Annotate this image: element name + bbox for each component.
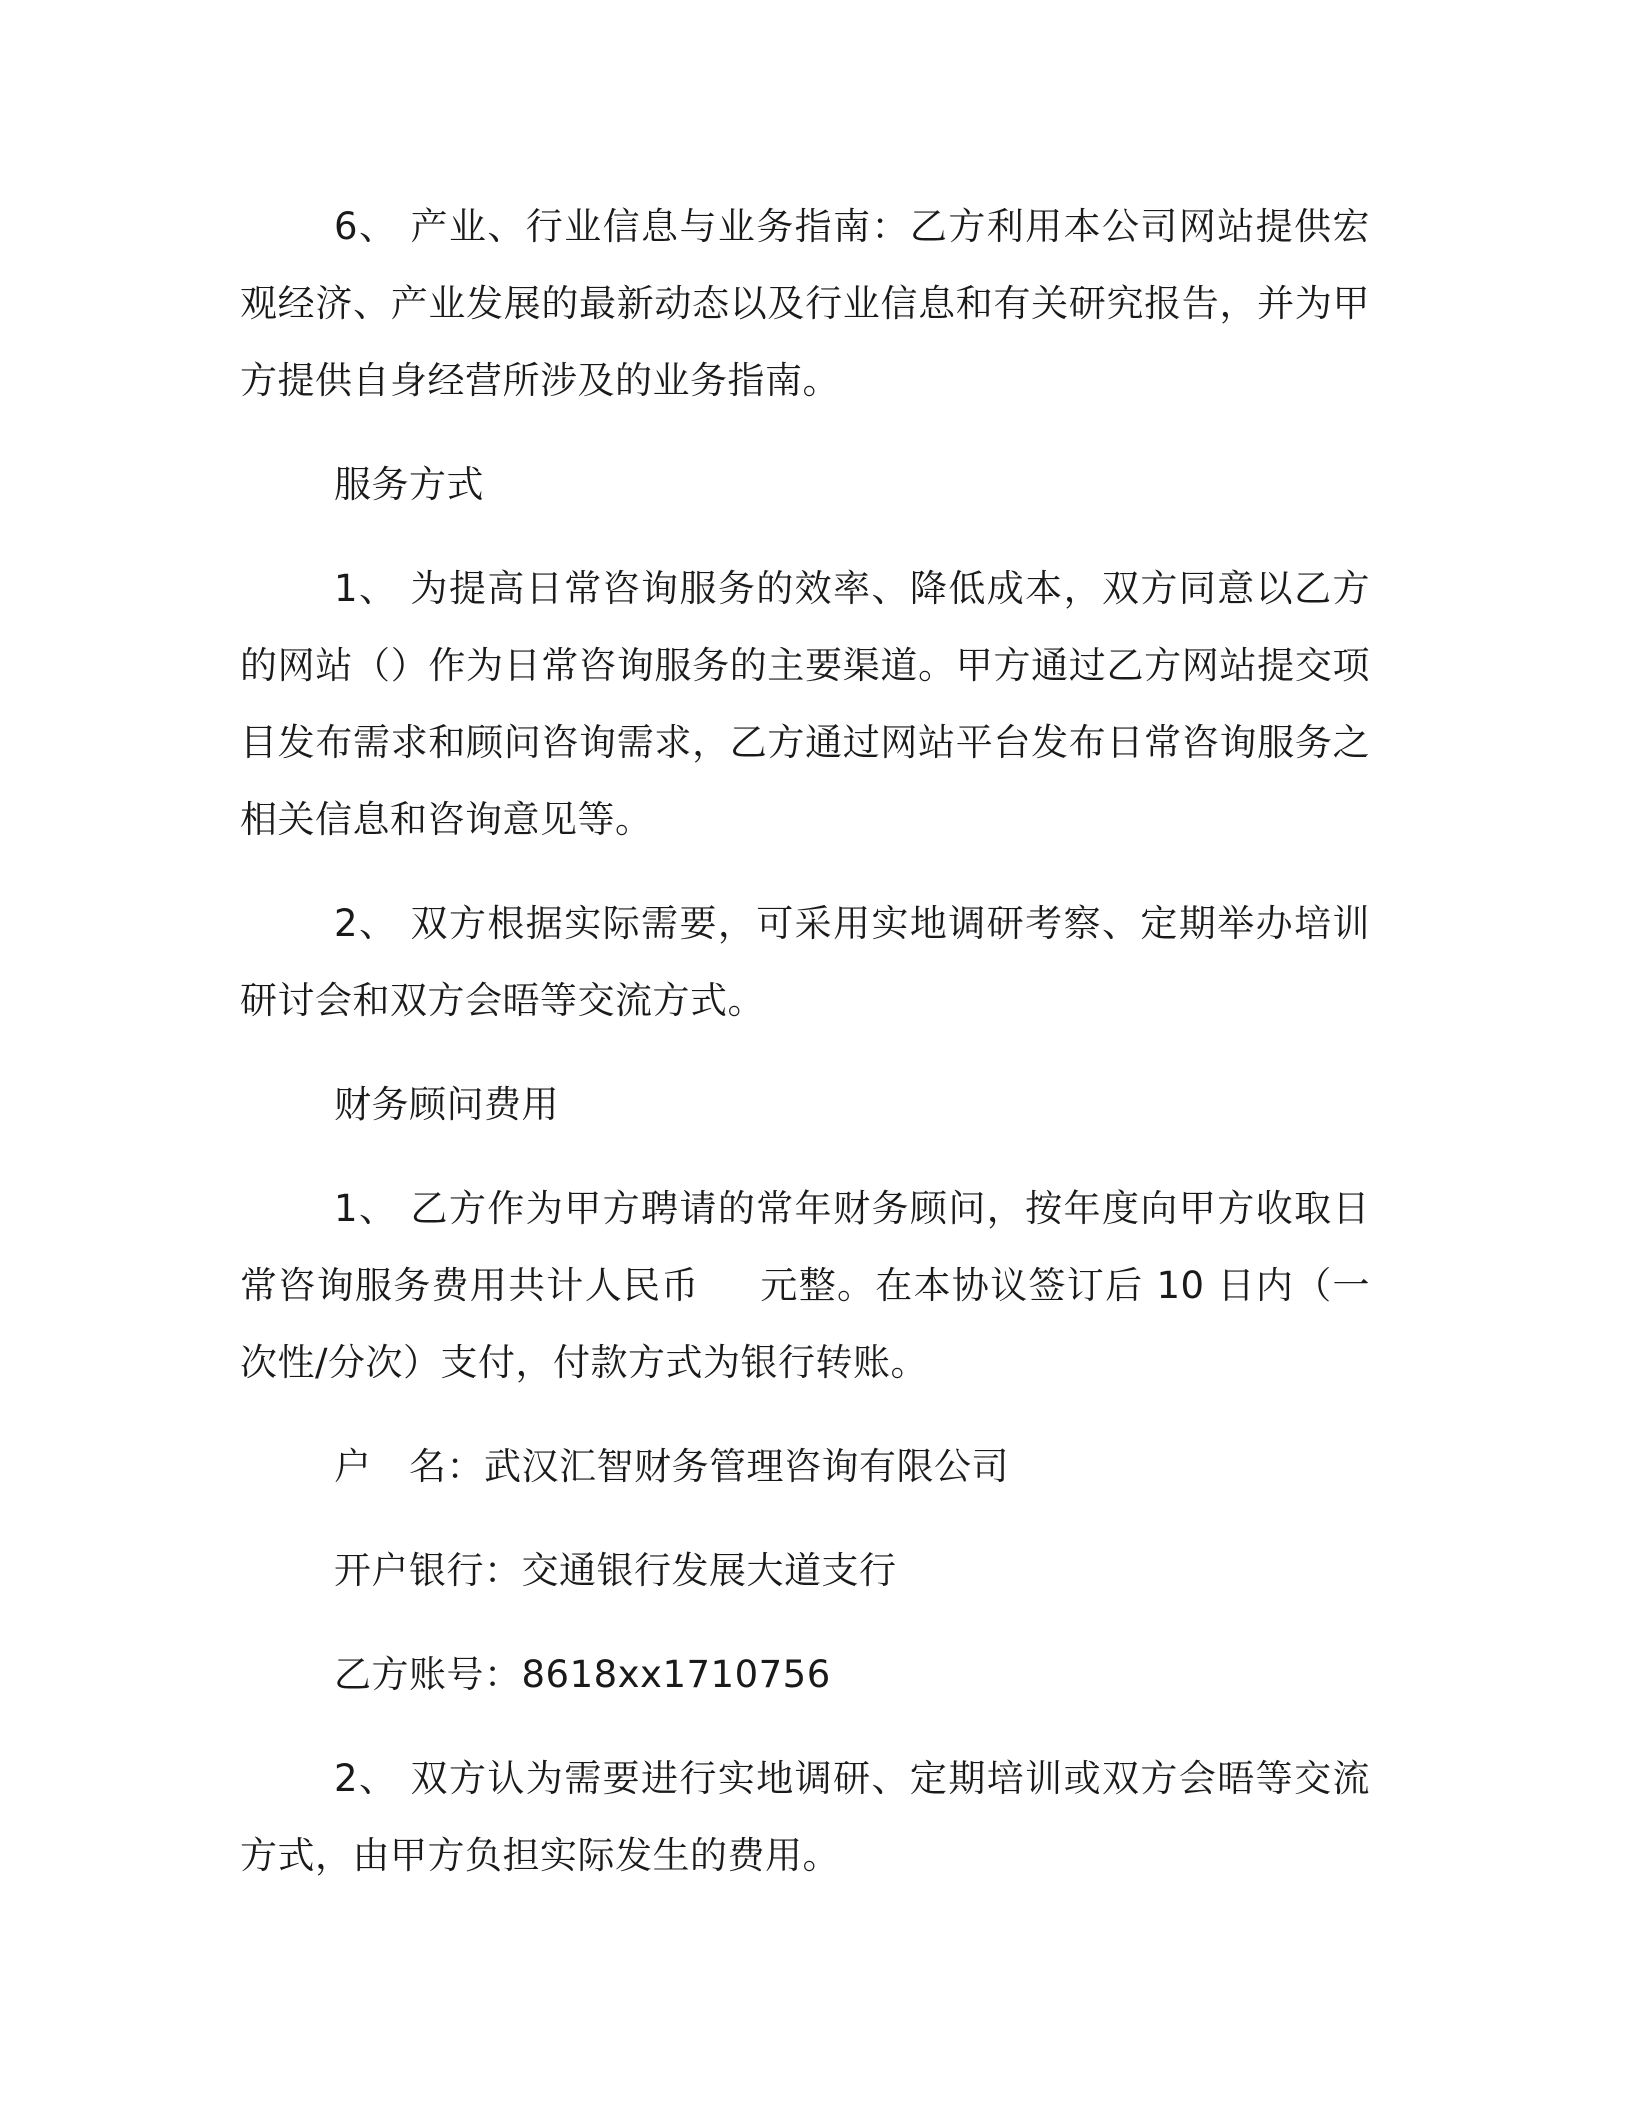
annual-fee-text-start: 1、 乙方作为甲方聘请的常年财务顾问，按年度向甲方收取日常咨询服务费用共计人民币 [240, 1187, 1370, 1307]
document-body [240, 188, 1370, 1921]
paragraph-service-channel: 1、 为提高日常咨询服务的效率、降低成本，双方同意以乙方的网站（）作为日常咨询服务的主要渠道。甲方通过乙方网站提交项目发布需求和顾问咨询需求，乙方通过网站平台发布日常咨询服务之相关信息和咨询意见等。 [240, 567, 1370, 841]
account-name-line: 户 名：武汉汇智财务管理咨询有限公司 [334, 1445, 1009, 1488]
section-heading-advisory-fees: 财务顾问费用 [334, 1083, 559, 1126]
bank-name-line: 开户银行：交通银行发展大道支行 [334, 1549, 897, 1592]
annual-fee-text-end: 元整。在本协议签订后 10 日内（一次性/分次）支付，付款方式为银行转账。 [240, 1264, 1371, 1384]
account-number-line: 乙方账号：8618xx1710756 [334, 1653, 831, 1696]
paragraph-annual-fee [240, 1170, 1370, 1401]
section-heading-service-method: 服务方式 [334, 463, 484, 506]
paragraph-exchange-methods: 2、 双方根据实际需要，可采用实地调研考察、定期举办培训研讨会和双方会晤等交流方式。 [240, 902, 1370, 1022]
paragraph-industry-info: 6、 产业、行业信息与业务指南：乙方利用本公司网站提供宏观经济、产业发展的最新动态以及行业信息和有关研究报告，并为甲方提供自身经营所涉及的业务指南。 [240, 205, 1370, 402]
paragraph-expense-bearing: 2、 双方认为需要进行实地调研、定期培训或双方会晤等交流方式，由甲方负担实际发生的费用。 [240, 1757, 1370, 1877]
